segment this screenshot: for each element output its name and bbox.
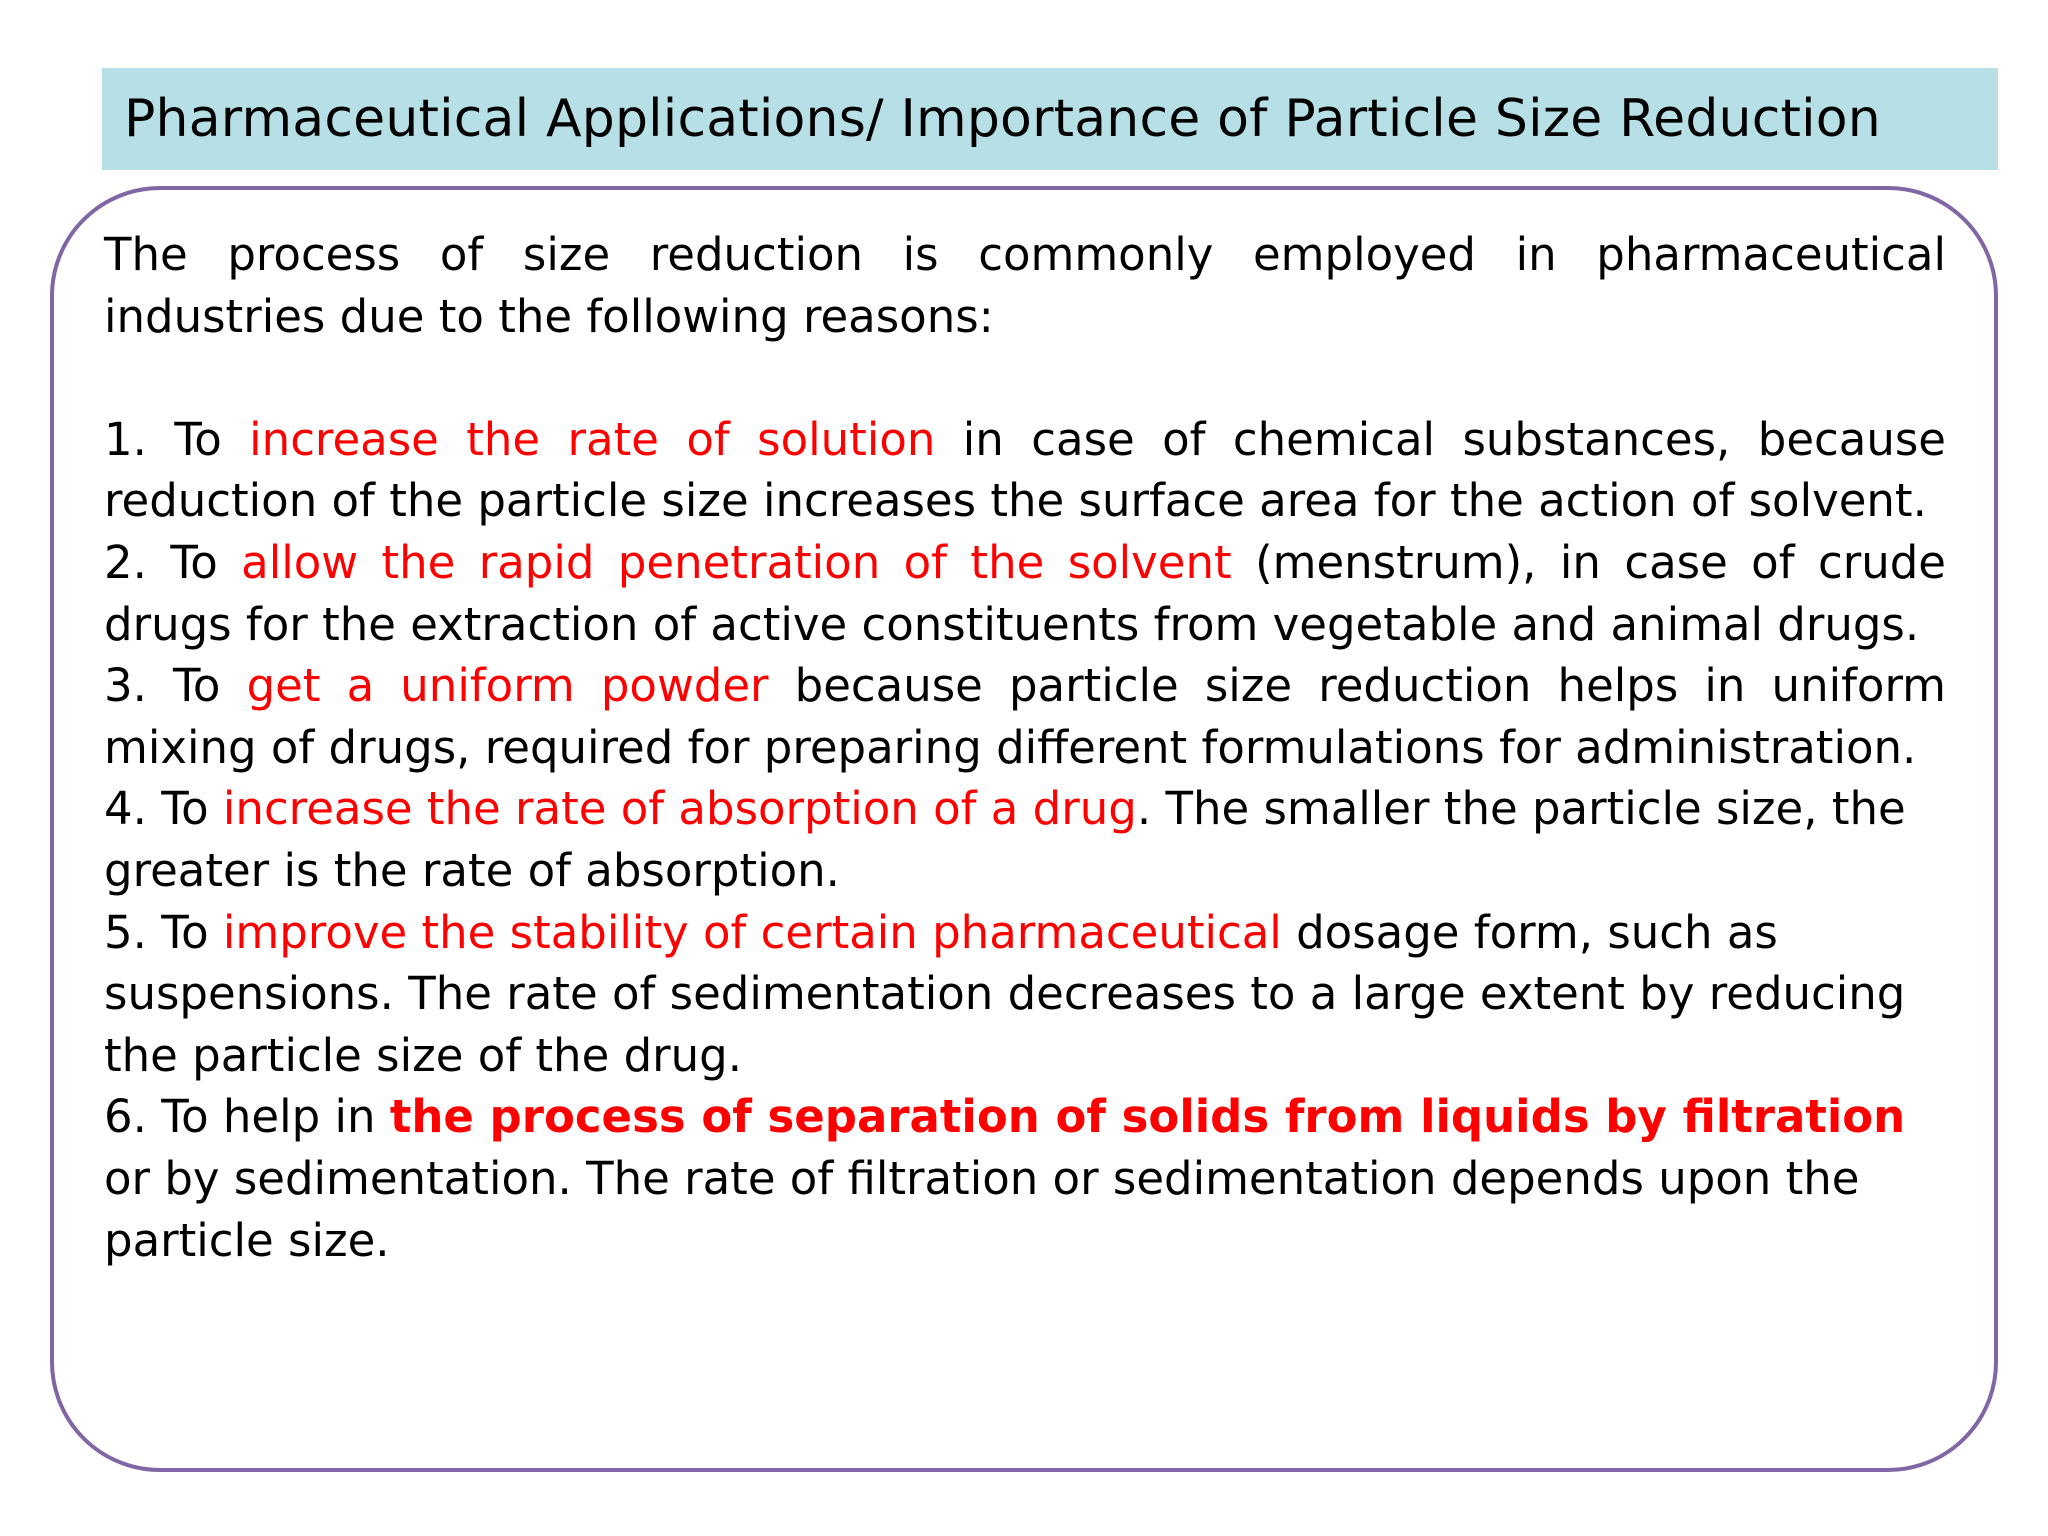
item-prefix: 2. To [104, 535, 242, 589]
list-item-2 [104, 532, 1946, 655]
item-highlight: improve the stability of certain pharmaceutical [222, 905, 1282, 959]
list-item-5 [104, 902, 1946, 1087]
content-body [104, 224, 1946, 1271]
list-item-1 [104, 409, 1946, 532]
list-item-6 [104, 1086, 1946, 1271]
list-item-4 [104, 778, 1946, 901]
item-prefix: 3. To [104, 659, 247, 713]
item-highlight: increase the rate of absorption of a drug [222, 782, 1137, 836]
list-item-3 [104, 655, 1946, 778]
slide-title: Pharmaceutical Applications/ Importance of Particle Size Reduction [124, 89, 1881, 149]
item-text: (menstrum), in case of crude drugs for the extraction of active constituents from vegetable and animal drugs. [104, 535, 1946, 651]
item-prefix: 4. To [104, 782, 223, 836]
item-highlight: get a uniform powder [246, 659, 769, 713]
item-text: in case of chemical substances, because reduction of the particle size increases the surface area for the action of solvent. [104, 412, 1946, 528]
intro-paragraph: The process of size reduction is commonly employed in pharmaceutical industries due to the following reasons: [104, 228, 1946, 343]
item-prefix: 6. To help in [104, 1090, 390, 1144]
item-text: dosage form, such as suspensions. The rate of sedimentation decreases to a large extent by reducing the particle size of the drug. [104, 905, 1906, 1082]
title-bar [102, 68, 1998, 170]
item-text: or by sedimentation. The rate of filtration or sedimentation depends upon the particle size. [104, 1151, 1860, 1267]
item-highlight: the process of separation of solids from liquids by filtration [389, 1090, 1906, 1144]
item-prefix: 5. To [104, 905, 223, 959]
item-highlight: allow the rapid penetration of the solvent [241, 535, 1232, 589]
item-text: . The smaller the particle size, the greater is the rate of absorption. [104, 782, 1906, 897]
item-text: because particle size reduction helps in uniform mixing of drugs, required for preparing different formulations for administration. [104, 659, 1947, 774]
item-prefix: 1. To [104, 412, 250, 466]
item-highlight: increase the rate of solution [249, 412, 936, 466]
